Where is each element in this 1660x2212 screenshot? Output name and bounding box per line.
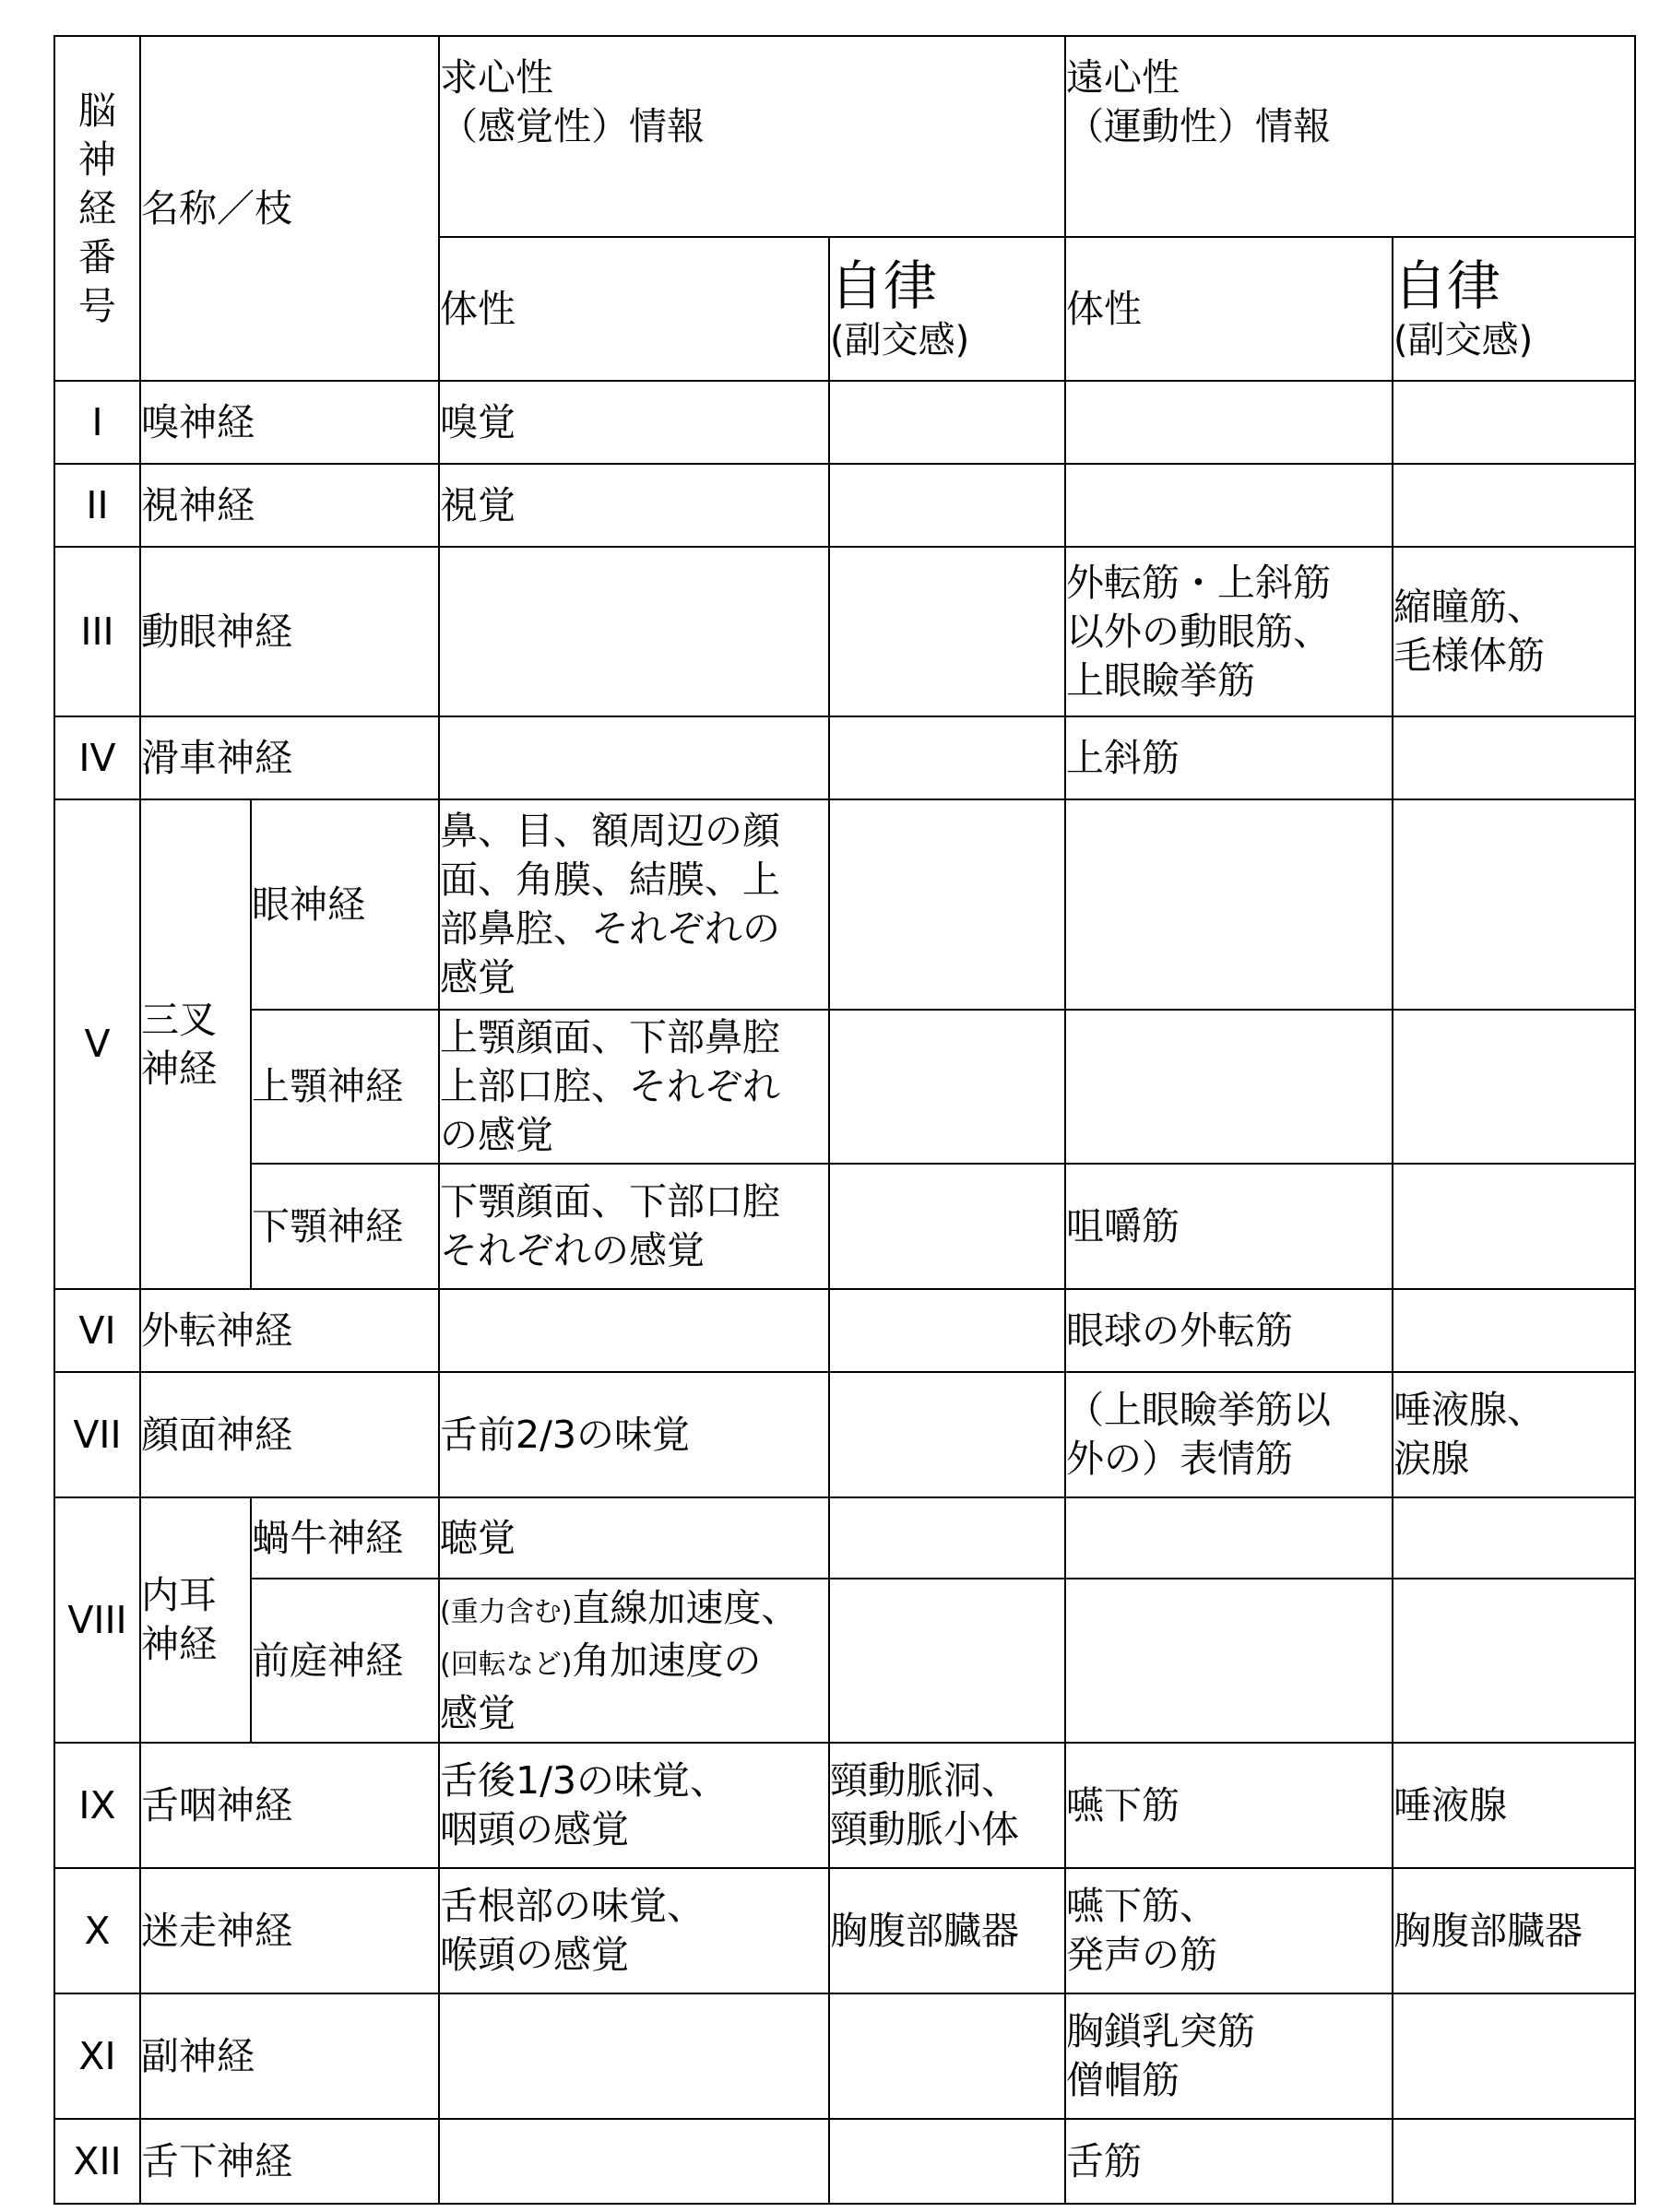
nerve-name: 副神経 (140, 1993, 439, 2119)
efferent-autonomic-cell (1393, 1993, 1635, 2119)
header-efferent-somatic: 体性 (1065, 237, 1393, 381)
afferent-somatic-cell: 視覚 (439, 464, 829, 547)
afferent-autonomic-cell (829, 547, 1065, 716)
efferent-somatic-cell (1065, 1010, 1393, 1164)
header-efferent: 遠心性 （運動性）情報 (1065, 36, 1635, 237)
efferent-autonomic-cell: 胸腹部臓器 (1393, 1868, 1635, 1993)
efferent-autonomic-cell: 唾液腺、 涙腺 (1393, 1372, 1635, 1497)
efferent-somatic-cell: 嚥下筋 (1065, 1743, 1393, 1868)
afferent-somatic-cell: 嗅覚 (439, 381, 829, 464)
nerve-number: II (54, 464, 140, 547)
afferent-somatic-cell (439, 1289, 829, 1372)
table-row (54, 1372, 1635, 1497)
table-row (54, 1993, 1635, 2119)
table-row (54, 1010, 1635, 1164)
nerve-name: 嗅神経 (140, 381, 439, 464)
afferent-somatic-cell (439, 2119, 829, 2204)
nerve-name: 舌咽神経 (140, 1743, 439, 1868)
nerve-name: 視神経 (140, 464, 439, 547)
afferent-somatic-cell: 舌前2/3の味覚 (439, 1372, 829, 1497)
afferent-autonomic-cell (829, 1993, 1065, 2119)
table-row (54, 1579, 1635, 1743)
efferent-autonomic-cell (1393, 381, 1635, 464)
efferent-autonomic-cell (1393, 1497, 1635, 1579)
table-row (54, 1497, 1635, 1579)
afferent-somatic-cell: 上顎顔面、下部鼻腔 上部口腔、それぞれ の感覚 (439, 1010, 829, 1164)
efferent-somatic-cell (1065, 381, 1393, 464)
afferent-somatic-cell: 鼻、目、額周辺の顔 面、角膜、結膜、上 部鼻腔、それぞれの 感覚 (439, 799, 829, 1010)
efferent-autonomic-cell: 縮瞳筋、 毛様体筋 (1393, 547, 1635, 716)
efferent-somatic-cell (1065, 1497, 1393, 1579)
branch-name: 下顎神経 (251, 1164, 439, 1289)
nerve-name: 迷走神経 (140, 1868, 439, 1993)
afferent-somatic-cell: 下顎顔面、下部口腔 それぞれの感覚 (439, 1164, 829, 1289)
nerve-number: VIII (54, 1497, 140, 1743)
efferent-autonomic-cell (1393, 1164, 1635, 1289)
table-row (54, 1289, 1635, 1372)
nerve-number: V (54, 799, 140, 1289)
header-afferent-somatic: 体性 (439, 237, 829, 381)
table-row (54, 716, 1635, 799)
nerve-number: VII (54, 1372, 140, 1497)
nerve-number: I (54, 381, 140, 464)
afferent-somatic-cell (439, 716, 829, 799)
cranial-nerve-table (53, 35, 1636, 2205)
nerve-number: IX (54, 1743, 140, 1868)
table-row (54, 799, 1635, 1010)
nerve-group-name: 三叉 神経 (140, 799, 251, 1289)
table-row (54, 381, 1635, 464)
nerve-number: XII (54, 2119, 140, 2204)
efferent-somatic-cell: 上斜筋 (1065, 716, 1393, 799)
efferent-somatic-cell: 咀嚼筋 (1065, 1164, 1393, 1289)
branch-name: 眼神経 (251, 799, 439, 1010)
nerve-number: IV (54, 716, 140, 799)
efferent-autonomic-cell (1393, 1289, 1635, 1372)
afferent-autonomic-cell (829, 1010, 1065, 1164)
efferent-somatic-cell (1065, 1579, 1393, 1743)
afferent-somatic-cell: 舌根部の味覚、 喉頭の感覚 (439, 1868, 829, 1993)
afferent-autonomic-cell (829, 799, 1065, 1010)
efferent-autonomic-cell (1393, 1579, 1635, 1743)
header-row-top (54, 36, 1635, 237)
nerve-name: 顔面神経 (140, 1372, 439, 1497)
nerve-name: 動眼神経 (140, 547, 439, 716)
efferent-somatic-cell: （上眼瞼挙筋以 外の）表情筋 (1065, 1372, 1393, 1497)
efferent-somatic-cell: 胸鎖乳突筋 僧帽筋 (1065, 1993, 1393, 2119)
nerve-number: VI (54, 1289, 140, 1372)
efferent-autonomic-cell (1393, 1010, 1635, 1164)
header-efferent-autonomic: 自律 (副交感) (1393, 237, 1635, 381)
afferent-somatic-cell (439, 547, 829, 716)
nerve-number: III (54, 547, 140, 716)
afferent-autonomic-cell: 胸腹部臓器 (829, 1868, 1065, 1993)
efferent-autonomic-cell (1393, 716, 1635, 799)
nerve-group-name: 内耳 神経 (140, 1497, 251, 1743)
branch-name: 上顎神経 (251, 1010, 439, 1164)
afferent-autonomic-cell: 頸動脈洞、 頸動脈小体 (829, 1743, 1065, 1868)
table-row (54, 464, 1635, 547)
efferent-somatic-cell: 外転筋・上斜筋 以外の動眼筋、 上眼瞼挙筋 (1065, 547, 1393, 716)
branch-name: 前庭神経 (251, 1579, 439, 1743)
afferent-autonomic-cell (829, 1497, 1065, 1579)
branch-name: 蝸牛神経 (251, 1497, 439, 1579)
afferent-autonomic-cell (829, 381, 1065, 464)
header-nerve-number: 脳 神 経 番 号 (54, 36, 140, 381)
nerve-name: 外転神経 (140, 1289, 439, 1372)
header-afferent: 求心性 （感覚性）情報 (439, 36, 1065, 237)
nerve-name: 舌下神経 (140, 2119, 439, 2204)
nerve-number: X (54, 1868, 140, 1993)
table-row (54, 1164, 1635, 1289)
afferent-autonomic-cell (829, 716, 1065, 799)
afferent-somatic-cell: 聴覚 (439, 1497, 829, 1579)
afferent-autonomic-cell (829, 1289, 1065, 1372)
efferent-autonomic-cell (1393, 2119, 1635, 2204)
table-row (54, 2119, 1635, 2204)
header-name-branch: 名称／枝 (140, 36, 439, 381)
table-row (54, 547, 1635, 716)
afferent-somatic-cell: 舌後1/3の味覚、 咽頭の感覚 (439, 1743, 829, 1868)
efferent-autonomic-cell: 唾液腺 (1393, 1743, 1635, 1868)
afferent-autonomic-cell (829, 1579, 1065, 1743)
afferent-autonomic-cell (829, 1372, 1065, 1497)
efferent-somatic-cell: 嚥下筋、 発声の筋 (1065, 1868, 1393, 1993)
header-afferent-autonomic: 自律 (副交感) (829, 237, 1065, 381)
nerve-number: XI (54, 1993, 140, 2119)
afferent-autonomic-cell (829, 464, 1065, 547)
afferent-autonomic-cell (829, 2119, 1065, 2204)
efferent-autonomic-cell (1393, 799, 1635, 1010)
efferent-somatic-cell: 舌筋 (1065, 2119, 1393, 2204)
efferent-somatic-cell (1065, 464, 1393, 547)
table-row (54, 1868, 1635, 1993)
efferent-somatic-cell (1065, 799, 1393, 1010)
nerve-name: 滑車神経 (140, 716, 439, 799)
efferent-somatic-cell: 眼球の外転筋 (1065, 1289, 1393, 1372)
efferent-autonomic-cell (1393, 464, 1635, 547)
afferent-somatic-cell: (重力含む)直線加速度、 (回転など)角加速度の 感覚 (439, 1579, 829, 1743)
afferent-somatic-cell (439, 1993, 829, 2119)
table-row (54, 1743, 1635, 1868)
afferent-autonomic-cell (829, 1164, 1065, 1289)
